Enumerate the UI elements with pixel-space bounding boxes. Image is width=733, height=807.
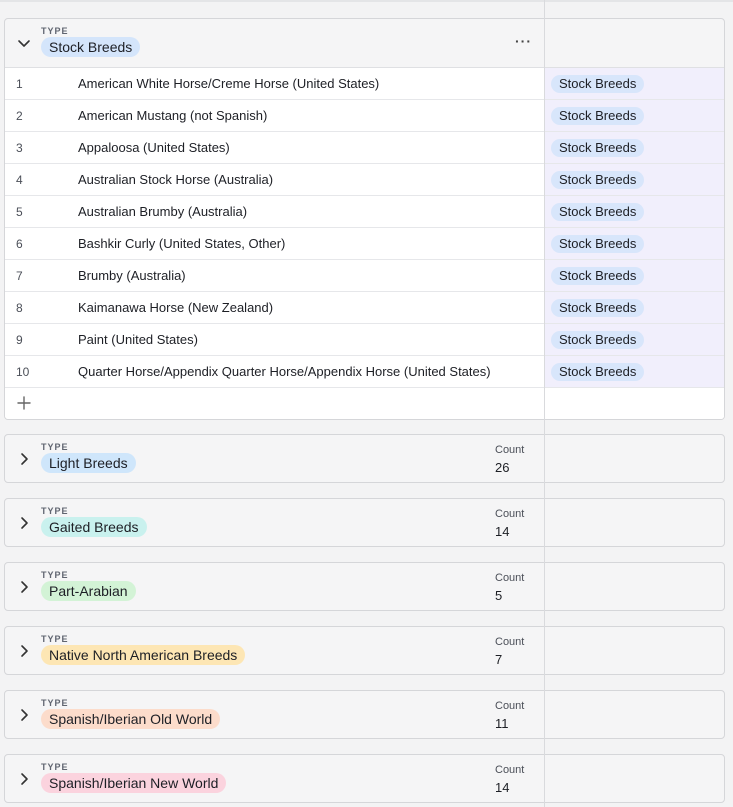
table-row[interactable]: [5, 68, 724, 100]
type-cell[interactable]: [545, 292, 725, 323]
chevron-right-icon[interactable]: [16, 515, 32, 531]
collapsed-group: [4, 690, 725, 739]
group-header[interactable]: [5, 563, 724, 611]
chevron-right-icon[interactable]: [16, 579, 32, 595]
chevron-down-icon[interactable]: [16, 35, 32, 51]
type-cell[interactable]: [545, 324, 725, 355]
table-row[interactable]: [5, 260, 724, 292]
count-value: 26: [495, 460, 510, 475]
table-row[interactable]: [5, 356, 724, 388]
count-value: 11: [495, 716, 509, 731]
type-cell[interactable]: [545, 164, 725, 195]
type-cell[interactable]: [545, 196, 725, 227]
count-value: 14: [495, 780, 510, 795]
group-type-pill: Light Breeds: [41, 453, 136, 473]
count-value: 14: [495, 524, 510, 539]
type-tag: Stock Breeds: [551, 171, 644, 189]
breed-name-cell[interactable]: Paint (United States): [78, 332, 198, 347]
type-label: TYPE: [41, 442, 69, 452]
breed-name-cell[interactable]: Brumby (Australia): [78, 268, 186, 283]
record-list: [5, 67, 724, 388]
type-tag: Stock Breeds: [551, 331, 644, 349]
table-row[interactable]: [5, 196, 724, 228]
group-header[interactable]: [5, 755, 724, 803]
chevron-right-icon[interactable]: [16, 451, 32, 467]
collapsed-group: [4, 434, 725, 483]
type-label: TYPE: [41, 26, 69, 36]
count-label: Count: [495, 444, 525, 456]
row-number: 6: [16, 237, 23, 251]
type-tag: Stock Breeds: [551, 267, 644, 285]
group-stock-breeds: [4, 18, 725, 420]
more-options-icon[interactable]: ···: [515, 33, 532, 49]
table-row[interactable]: [5, 324, 724, 356]
table-row[interactable]: [5, 100, 724, 132]
type-cell[interactable]: [545, 100, 725, 131]
breed-name-cell[interactable]: Appaloosa (United States): [78, 140, 230, 155]
add-row-cell: [545, 388, 725, 419]
group-type-pill: Stock Breeds: [41, 37, 140, 57]
group-type-pill: Spanish/Iberian Old World: [41, 709, 220, 729]
type-label: TYPE: [41, 570, 69, 580]
chevron-right-icon[interactable]: [16, 643, 32, 659]
breed-name-cell[interactable]: American Mustang (not Spanish): [78, 108, 268, 123]
breed-name-cell[interactable]: Kaimanawa Horse (New Zealand): [78, 300, 274, 315]
table-row[interactable]: [5, 164, 724, 196]
type-tag: Stock Breeds: [551, 363, 644, 381]
type-cell[interactable]: [545, 260, 725, 291]
group-type-pill: Part-Arabian: [41, 581, 136, 601]
count-label: Count: [495, 572, 525, 584]
count-label: Count: [495, 636, 525, 648]
row-number: 7: [16, 269, 23, 283]
add-record-row[interactable]: [5, 388, 724, 419]
row-number: 1: [16, 77, 23, 91]
row-number: 8: [16, 301, 23, 315]
group-header[interactable]: [5, 627, 724, 675]
breed-name-cell[interactable]: Bashkir Curly (United States, Other): [78, 236, 286, 251]
collapsed-group: [4, 754, 725, 803]
breed-name-cell[interactable]: Australian Stock Horse (Australia): [78, 172, 274, 187]
chevron-right-icon[interactable]: [16, 707, 32, 723]
group-header[interactable]: [5, 435, 724, 483]
group-header[interactable]: [5, 19, 724, 67]
type-cell[interactable]: [545, 68, 725, 99]
row-number: 9: [16, 333, 23, 347]
type-label: TYPE: [41, 762, 69, 772]
type-tag: Stock Breeds: [551, 299, 644, 317]
row-number: 2: [16, 109, 23, 123]
group-header[interactable]: [5, 691, 724, 739]
top-border: [0, 0, 733, 2]
row-number: 3: [16, 141, 23, 155]
type-tag: Stock Breeds: [551, 107, 644, 125]
count-label: Count: [495, 700, 525, 712]
collapsed-group: [4, 626, 725, 675]
count-value: 5: [495, 588, 503, 603]
count-label: Count: [495, 764, 525, 776]
count-label: Count: [495, 508, 525, 520]
type-label: TYPE: [41, 634, 69, 644]
breed-name-cell[interactable]: American White Horse/Creme Horse (United States): [78, 76, 380, 91]
type-tag: Stock Breeds: [551, 139, 644, 157]
breed-name-cell[interactable]: Quarter Horse/Appendix Quarter Horse/Appendix Horse (United States): [78, 364, 491, 379]
breed-name-cell[interactable]: Australian Brumby (Australia): [78, 204, 248, 219]
group-type-pill: Spanish/Iberian New World: [41, 773, 226, 793]
group-header[interactable]: [5, 499, 724, 547]
table-row[interactable]: [5, 132, 724, 164]
collapsed-group: [4, 562, 725, 611]
type-label: TYPE: [41, 698, 69, 708]
type-tag: Stock Breeds: [551, 203, 644, 221]
chevron-right-icon[interactable]: [16, 771, 32, 787]
count-value: 7: [495, 652, 503, 667]
plus-icon[interactable]: [17, 396, 31, 415]
type-tag: Stock Breeds: [551, 235, 644, 253]
row-number: 10: [16, 365, 30, 379]
row-number: 5: [16, 205, 23, 219]
table-row[interactable]: [5, 292, 724, 324]
row-number: 4: [16, 173, 23, 187]
type-cell[interactable]: [545, 228, 725, 259]
table-row[interactable]: [5, 228, 724, 260]
type-label: TYPE: [41, 506, 69, 516]
type-cell[interactable]: [545, 356, 725, 387]
type-tag: Stock Breeds: [551, 75, 644, 93]
collapsed-group: [4, 498, 725, 547]
type-cell[interactable]: [545, 132, 725, 163]
column-divider[interactable]: [544, 0, 545, 807]
group-type-pill: Native North American Breeds: [41, 645, 245, 665]
group-type-pill: Gaited Breeds: [41, 517, 147, 537]
